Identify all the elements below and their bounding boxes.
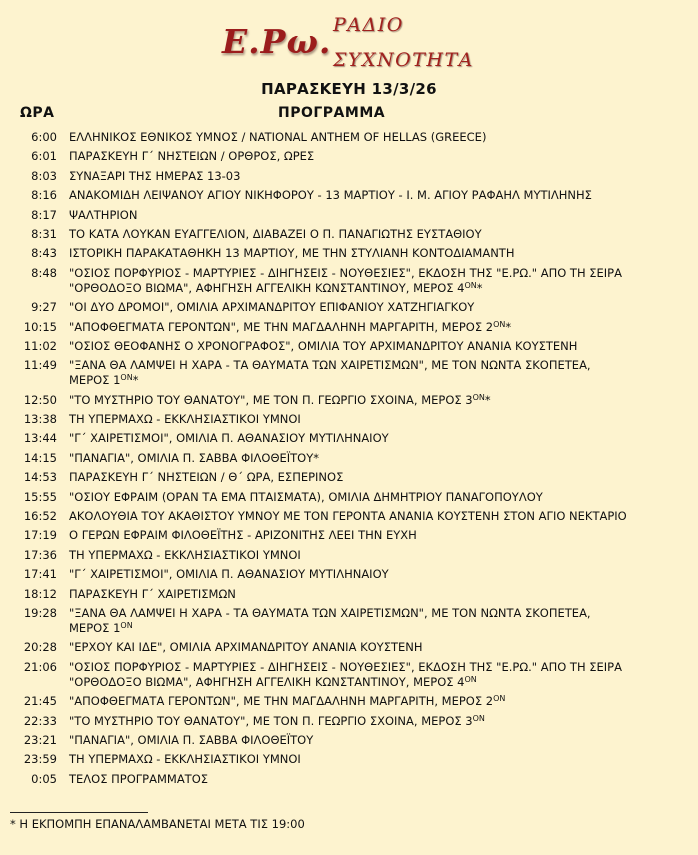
schedule-row bbox=[0, 470, 698, 485]
program-line bbox=[69, 393, 691, 408]
schedule-time: 17:19 bbox=[23, 528, 57, 543]
program-line bbox=[69, 169, 691, 184]
schedule-time: 21:06 bbox=[23, 659, 57, 674]
schedule-time: 23:21 bbox=[23, 732, 57, 747]
program-line bbox=[69, 567, 691, 582]
repeat-marker: * bbox=[484, 392, 491, 407]
schedule-time: 21:45 bbox=[23, 694, 57, 709]
repeat-marker: * bbox=[505, 319, 512, 334]
program-text: "ΟΣΙΟΣ ΠΟΡΦΥΡΙΟΣ - ΜΑΡΤΥΡΙΕΣ - ΔΙΗΓΗΣΕΙΣ - ΝΟΥΘΕΣΙΕΣ", ΕΚΔΟΣΗ ΤΗΣ "Ε.ΡΩ." ΑΠΟ ΤΗ ΣΕΙΡΑ bbox=[69, 265, 622, 280]
schedule-program bbox=[69, 694, 691, 709]
schedule-row bbox=[0, 606, 698, 636]
station-logo bbox=[0, 0, 698, 80]
ordinal-superscript: ΟΝ bbox=[472, 392, 485, 402]
schedule-program bbox=[69, 227, 691, 242]
schedule-time: 11:49 bbox=[23, 358, 57, 373]
schedule-program bbox=[69, 266, 691, 296]
schedule-program bbox=[69, 451, 691, 466]
logo-mark: Ε.Ρω. bbox=[222, 22, 332, 61]
program-line bbox=[69, 470, 691, 485]
schedule-row bbox=[0, 431, 698, 446]
repeat-marker: * bbox=[476, 280, 483, 295]
program-text: "Γ΄ ΧΑΙΡΕΤΙΣΜΟΙ", ΟΜΙΛΙΑ Π. ΑΘΑΝΑΣΙΟΥ ΜΥΤΙΛΗΝΑΙΟΥ bbox=[69, 567, 389, 582]
program-text: ΠΑΡΑΣΚΕΥΗ Γ΄ ΝΗΣΤΕΙΩΝ / ΟΡΘΡΟΣ, ΩΡΕΣ bbox=[69, 149, 315, 164]
schedule-row bbox=[0, 587, 698, 602]
program-line bbox=[69, 208, 691, 223]
schedule-time: 17:36 bbox=[23, 547, 57, 562]
program-line bbox=[69, 640, 691, 655]
schedule-program bbox=[69, 300, 691, 315]
program-text: "ΠΑΝΑΓΙΑ", ΟΜΙΛΙΑ Π. ΣΑΒΒΑ ΦΙΛΟΘΕΪΤΟΥ bbox=[69, 732, 314, 747]
schedule-time: 12:50 bbox=[23, 392, 57, 407]
program-line bbox=[69, 266, 691, 281]
schedule-time: 13:38 bbox=[23, 412, 57, 427]
program-line bbox=[69, 490, 691, 505]
footnote: * Η ΕΚΠΟΜΠΗ ΕΠΑΝΑΛΑΜΒΑΝΕΤΑΙ ΜΕΤΑ ΤΙΣ 19:00 bbox=[10, 817, 305, 831]
program-text: ΑΚΟΛΟΥΘΙΑ ΤΟΥ ΑΚΑΘΙΣΤΟΥ ΥΜΝΟΥ ΜΕ ΤΟΝ ΓΕΡΟΝΤΑ ΑΝΑΝΙΑ ΚΟΥΣΤΕΝΗ ΣΤΟΝ ΑΓΙΟ ΝΕΚΤΑΡΙΟ bbox=[69, 509, 627, 524]
schedule-program bbox=[69, 393, 691, 408]
ordinal-superscript: ΟΝ bbox=[472, 713, 485, 723]
ordinal-superscript: ΟΝ bbox=[464, 280, 477, 290]
schedule-program bbox=[69, 567, 691, 582]
program-line bbox=[69, 451, 691, 466]
schedule-row bbox=[0, 772, 698, 787]
program-text: ΙΣΤΟΡΙΚΗ ΠΑΡΑΚΑΤΑΘΗΚΗ 13 ΜΑΡΤΙΟΥ, ΜΕ ΤΗΝ ΣΤΥΛΙΑΝΗ ΚΟΝΤΟΔΙΑΜΑΝΤΗ bbox=[69, 246, 515, 261]
program-line bbox=[69, 188, 691, 203]
program-text: "ΑΠΟΦΘΕΓΜΑΤΑ ΓΕΡΟΝΤΩΝ", ΜΕ ΤΗΝ ΜΑΓΔΑΛΗΝΗ ΜΑΡΓΑΡΙΤΗ, ΜΕΡΟΣ 2 bbox=[69, 694, 494, 709]
schedule-program bbox=[69, 431, 691, 446]
schedule-time: 20:28 bbox=[23, 640, 57, 655]
schedule-row bbox=[0, 509, 698, 524]
schedule-time: 9:27 bbox=[31, 300, 57, 315]
schedule-row bbox=[0, 714, 698, 729]
program-line bbox=[69, 227, 691, 242]
schedule-time: 15:55 bbox=[23, 489, 57, 504]
schedule-time: 22:33 bbox=[23, 713, 57, 728]
program-text: "ΠΑΝΑΓΙΑ", ΟΜΙΛΙΑ Π. ΣΑΒΒΑ ΦΙΛΟΘΕΪΤΟΥ* bbox=[69, 450, 320, 465]
schedule-row bbox=[0, 130, 698, 145]
schedule-row bbox=[0, 733, 698, 748]
schedule-time: 13:44 bbox=[23, 431, 57, 446]
program-text: ΣΥΝΑΞΑΡΙ ΤΗΣ ΗΜΕΡΑΣ 13-03 bbox=[69, 168, 241, 183]
schedule-time: 11:02 bbox=[23, 338, 57, 353]
program-text: "ΟΡΘΟΔΟΞΟ ΒΙΩΜΑ", ΑΦΗΓΗΣΗ ΑΓΓΕΛΙΚΗ ΚΩΝΣΤΑΝΤΙΝΟΥ, ΜΕΡΟΣ 4 bbox=[69, 674, 465, 689]
schedule-time: 14:53 bbox=[23, 470, 57, 485]
program-text: ΤΗ ΥΠΕΡΜΑΧΩ - ΕΚΚΛΗΣΙΑΣΤΙΚΟΙ ΥΜΝΟΙ bbox=[69, 412, 301, 427]
schedule-row bbox=[0, 451, 698, 466]
program-text: "ΟΣΙΟΣ ΘΕΟΦΑΝΗΣ Ο ΧΡΟΝΟΓΡΑΦΟΣ", ΟΜΙΛΙΑ ΤΟΥ ΑΡΧΙΜΑΝΔΡΙΤΟΥ ΑΝΑΝΙΑ ΚΟΥΣΤΕΝΗ bbox=[69, 338, 578, 353]
schedule-program bbox=[69, 208, 691, 223]
ordinal-superscript: ΟΝ bbox=[493, 319, 506, 329]
schedule-time: 8:48 bbox=[31, 265, 57, 280]
schedule-program bbox=[69, 733, 691, 748]
program-text: "ΟΡΘΟΔΟΞΟ ΒΙΩΜΑ", ΑΦΗΓΗΣΗ ΑΓΓΕΛΙΚΗ ΚΩΝΣΤΑΝΤΙΝΟΥ, ΜΕΡΟΣ 4 bbox=[69, 280, 465, 295]
schedule-time: 16:52 bbox=[23, 509, 57, 524]
schedule-row bbox=[0, 490, 698, 505]
program-text: "ΟΙ ΔΥΟ ΔΡΟΜΟΙ", ΟΜΙΛΙΑ ΑΡΧΙΜΑΝΔΡΙΤΟΥ ΕΠΙΦΑΝΙΟΥ ΧΑΤΖΗΓΙΑΓΚΟΥ bbox=[69, 300, 475, 315]
program-line bbox=[69, 130, 691, 145]
schedule-time: 8:16 bbox=[31, 188, 57, 203]
program-line bbox=[69, 246, 691, 261]
program-text: ΤΗ ΥΠΕΡΜΑΧΩ - ΕΚΚΛΗΣΙΑΣΤΙΚΟΙ ΥΜΝΟΙ bbox=[69, 752, 301, 767]
schedule-time: 14:15 bbox=[23, 450, 57, 465]
program-text: ΜΕΡΟΣ 1 bbox=[69, 620, 121, 635]
schedule-program bbox=[69, 339, 691, 354]
schedule-program bbox=[69, 149, 691, 164]
schedule-row bbox=[0, 752, 698, 767]
time-column-header: ΩΡΑ bbox=[20, 105, 55, 121]
program-line bbox=[69, 548, 691, 563]
schedule-program bbox=[69, 528, 691, 543]
program-text: Ο ΓΕΡΩΝ ΕΦΡΑΙΜ ΦΙΛΟΘΕΪΤΗΣ - ΑΡΙΖΟΝΙΤΗΣ ΛΕΕΙ ΤΗΝ ΕΥΧΗ bbox=[69, 528, 417, 543]
program-text: ΕΛΛΗΝΙΚΟΣ ΕΘΝΙΚΟΣ ΥΜΝΟΣ / NATIONAL ANTHEM OF HELLAS (GREECE) bbox=[69, 130, 487, 144]
schedule-program bbox=[69, 490, 691, 505]
schedule-program bbox=[69, 130, 691, 145]
schedule-row bbox=[0, 694, 698, 709]
schedule-row bbox=[0, 169, 698, 184]
schedule-row bbox=[0, 412, 698, 427]
footnote-divider bbox=[10, 812, 148, 813]
schedule-time: 6:00 bbox=[31, 130, 57, 144]
program-line bbox=[69, 373, 691, 388]
schedule-program bbox=[69, 606, 691, 636]
program-text: ΤΟ ΚΑΤΑ ΛΟΥΚΑΝ ΕΥΑΓΓΕΛΙΟΝ, ΔΙΑΒΑΖΕΙ Ο Π. ΠΑΝΑΓΙΩΤΗΣ ΕΥΣΤΑΘΙΟΥ bbox=[69, 226, 482, 241]
schedule-program bbox=[69, 772, 691, 787]
program-line bbox=[69, 660, 691, 675]
program-text: "ΤΟ ΜΥΣΤΗΡΙΟ ΤΟΥ ΘΑΝΑΤΟΥ", ΜΕ ΤΟΝ Π. ΓΕΩΡΓΙΟ ΣΧΟΙΝΑ, ΜΕΡΟΣ 3 bbox=[69, 713, 473, 728]
program-text: ΑΝΑΚΟΜΙΔΗ ΛΕΙΨΑΝΟΥ ΑΓΙΟΥ ΝΙΚΗΦΟΡΟΥ - 13 ΜΑΡΤΙΟΥ - Ι. Μ. ΑΓΙΟΥ ΡΑΦΑΗΛ ΜΥΤΙΛΗΝΗΣ bbox=[69, 188, 592, 203]
program-line bbox=[69, 509, 691, 524]
schedule-row bbox=[0, 246, 698, 261]
schedule-program bbox=[69, 752, 691, 767]
schedule-list bbox=[0, 130, 698, 791]
program-line bbox=[69, 528, 691, 543]
logo-word-radio: ΡΑΔΙΟ bbox=[333, 14, 404, 36]
program-line bbox=[69, 431, 691, 446]
program-line bbox=[69, 587, 691, 602]
schedule-program bbox=[69, 412, 691, 427]
schedule-row bbox=[0, 300, 698, 315]
schedule-time: 8:03 bbox=[31, 168, 57, 183]
schedule-row bbox=[0, 227, 698, 242]
schedule-program bbox=[69, 714, 691, 729]
schedule-row bbox=[0, 188, 698, 203]
program-text: ΜΕΡΟΣ 1 bbox=[69, 373, 121, 388]
program-line bbox=[69, 412, 691, 427]
schedule-program bbox=[69, 188, 691, 203]
schedule-program bbox=[69, 470, 691, 485]
schedule-time: 8:31 bbox=[31, 226, 57, 241]
program-line bbox=[69, 772, 691, 787]
ordinal-superscript: ΟΝ bbox=[493, 694, 506, 704]
program-line bbox=[69, 339, 691, 354]
program-line bbox=[69, 675, 691, 690]
schedule-program bbox=[69, 509, 691, 524]
program-line bbox=[69, 300, 691, 315]
program-text: ΤΕΛΟΣ ΠΡΟΓΡΑΜΜΑΤΟΣ bbox=[69, 771, 209, 786]
program-line bbox=[69, 733, 691, 748]
schedule-row bbox=[0, 320, 698, 335]
schedule-row bbox=[0, 149, 698, 164]
schedule-program bbox=[69, 640, 691, 655]
schedule-time: 10:15 bbox=[23, 319, 57, 334]
ordinal-superscript: ΟΝ bbox=[120, 620, 133, 630]
program-text: ΨΑΛΤΗΡΙΟΝ bbox=[69, 207, 138, 222]
schedule-program bbox=[69, 169, 691, 184]
schedule-program bbox=[69, 320, 691, 335]
program-line bbox=[69, 621, 691, 636]
schedule-program bbox=[69, 548, 691, 563]
schedule-time: 18:12 bbox=[23, 586, 57, 601]
program-column-header: ΠΡΟΓΡΑΜΜΑ bbox=[278, 105, 386, 121]
logo-word-frequency: ΣΥΧΝΟΤΗΤΑ bbox=[333, 49, 474, 71]
program-line bbox=[69, 320, 691, 335]
schedule-row bbox=[0, 358, 698, 388]
program-text: "ΞΑΝΑ ΘΑ ΛΑΜΨΕΙ Η ΧΑΡΑ - ΤΑ ΘΑΥΜΑΤΑ ΤΩΝ ΧΑΙΡΕΤΙΣΜΩΝ", ΜΕ ΤΟΝ ΝΩΝΤΑ ΣΚΟΠΕΤΕΑ, bbox=[69, 605, 591, 620]
program-text: "Γ΄ ΧΑΙΡΕΤΙΣΜΟΙ", ΟΜΙΛΙΑ Π. ΑΘΑΝΑΣΙΟΥ ΜΥΤΙΛΗΝΑΙΟΥ bbox=[69, 431, 389, 446]
program-text: "ΤΟ ΜΥΣΤΗΡΙΟ ΤΟΥ ΘΑΝΑΤΟΥ", ΜΕ ΤΟΝ Π. ΓΕΩΡΓΙΟ ΣΧΟΙΝΑ, ΜΕΡΟΣ 3 bbox=[69, 392, 473, 407]
schedule-time: 19:28 bbox=[23, 605, 57, 620]
program-text: "ΟΣΙΟΥ ΕΦΡΑΙΜ (ΟΡΑΝ ΤΑ ΕΜΑ ΠΤΑΙΣΜΑΤΑ), ΟΜΙΛΙΑ ΔΗΜΗΤΡΙΟΥ ΠΑΝΑΓΟΠΟΥΛΟΥ bbox=[69, 489, 543, 504]
program-text: "ΟΣΙΟΣ ΠΟΡΦΥΡΙΟΣ - ΜΑΡΤΥΡΙΕΣ - ΔΙΗΓΗΣΕΙΣ - ΝΟΥΘΕΣΙΕΣ", ΕΚΔΟΣΗ ΤΗΣ "Ε.ΡΩ." ΑΠΟ ΤΗ ΣΕΙΡΑ bbox=[69, 659, 622, 674]
schedule-program bbox=[69, 246, 691, 261]
schedule-time: 6:01 bbox=[31, 149, 57, 164]
program-line bbox=[69, 281, 691, 296]
schedule-time: 8:43 bbox=[31, 246, 57, 261]
schedule-program bbox=[69, 660, 691, 690]
schedule-time: 17:41 bbox=[23, 567, 57, 582]
program-text: "ΕΡΧΟΥ ΚΑΙ ΙΔΕ", ΟΜΙΛΙΑ ΑΡΧΙΜΑΝΔΡΙΤΟΥ ΑΝΑΝΙΑ ΚΟΥΣΤΕΝΗ bbox=[69, 640, 423, 655]
schedule-row bbox=[0, 528, 698, 543]
program-line bbox=[69, 752, 691, 767]
schedule-row bbox=[0, 208, 698, 223]
schedule-time: 0:05 bbox=[31, 771, 57, 786]
program-line bbox=[69, 694, 691, 709]
program-text: "ΞΑΝΑ ΘΑ ΛΑΜΨΕΙ Η ΧΑΡΑ - ΤΑ ΘΑΥΜΑΤΑ ΤΩΝ ΧΑΙΡΕΤΙΣΜΩΝ", ΜΕ ΤΟΝ ΝΩΝΤΑ ΣΚΟΠΕΤΕΑ, bbox=[69, 358, 591, 373]
schedule-program bbox=[69, 358, 691, 388]
program-text: ΤΗ ΥΠΕΡΜΑΧΩ - ΕΚΚΛΗΣΙΑΣΤΙΚΟΙ ΥΜΝΟΙ bbox=[69, 547, 301, 562]
program-text: ΠΑΡΑΣΚΕΥΗ Γ΄ ΝΗΣΤΕΙΩΝ / Θ΄ ΩΡΑ, ΕΣΠΕΡΙΝΟΣ bbox=[69, 470, 344, 485]
schedule-time: 23:59 bbox=[23, 752, 57, 767]
program-line bbox=[69, 149, 691, 164]
schedule-row bbox=[0, 640, 698, 655]
schedule-row bbox=[0, 660, 698, 690]
schedule-time: 8:17 bbox=[31, 207, 57, 222]
program-line bbox=[69, 606, 691, 621]
schedule-row bbox=[0, 393, 698, 408]
schedule-row bbox=[0, 548, 698, 563]
program-line bbox=[69, 358, 691, 373]
schedule-program bbox=[69, 587, 691, 602]
repeat-marker: * bbox=[132, 373, 139, 388]
program-line bbox=[69, 714, 691, 729]
program-text: "ΑΠΟΦΘΕΓΜΑΤΑ ΓΕΡΟΝΤΩΝ", ΜΕ ΤΗΝ ΜΑΓΔΑΛΗΝΗ ΜΑΡΓΑΡΙΤΗ, ΜΕΡΟΣ 2 bbox=[69, 319, 494, 334]
program-text: ΠΑΡΑΣΚΕΥΗ Γ΄ ΧΑΙΡΕΤΙΣΜΩΝ bbox=[69, 586, 236, 601]
page-title: ΠΑΡΑΣΚΕΥΗ 13/3/26 bbox=[261, 80, 437, 98]
ordinal-superscript: ΟΝ bbox=[464, 674, 477, 684]
ordinal-superscript: ΟΝ bbox=[120, 373, 133, 383]
schedule-row bbox=[0, 567, 698, 582]
schedule-row bbox=[0, 339, 698, 354]
schedule-row bbox=[0, 266, 698, 296]
